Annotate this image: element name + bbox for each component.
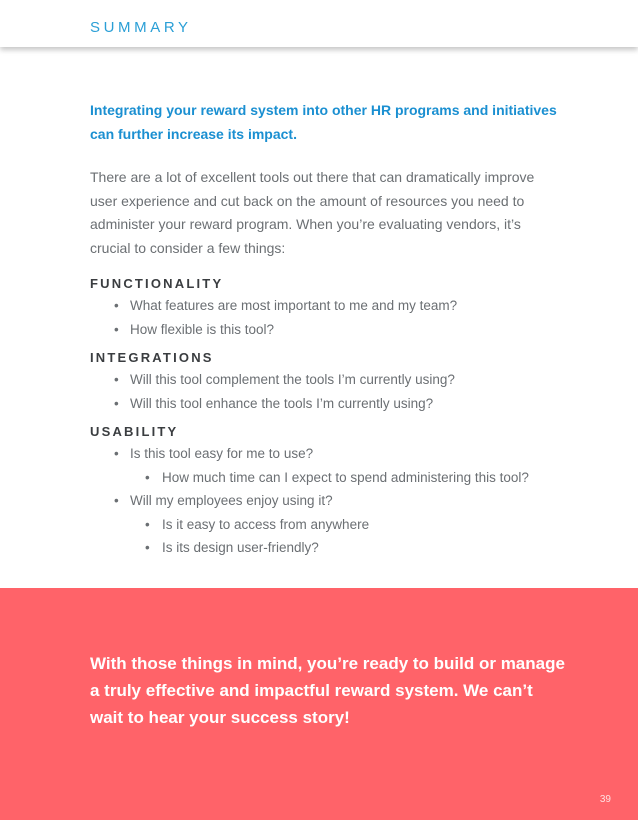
bullet-list <box>90 442 560 560</box>
list-item: • How flexible is this tool? <box>90 318 560 342</box>
section-integrations <box>90 350 560 415</box>
closing-callout <box>0 588 638 820</box>
intro-paragraph: There are a lot of excellent tools out there that can dramatically improve user experience and cut back on the amount of resources you need to administer your reward program. When you’re evaluating vendors, it’s crucial to consider a few things: <box>90 169 535 256</box>
list-item: • Will my employees enjoy using it? <box>90 489 560 513</box>
page-number: 39 <box>599 794 611 805</box>
sub-list-item: • How much time can I expect to spend administering this tool? <box>90 466 560 490</box>
list-item: • Will this tool complement the tools I’m currently using? <box>90 368 560 392</box>
section-heading: FUNCTIONALITY <box>90 276 224 291</box>
bullet-list <box>90 368 560 415</box>
section-heading: INTEGRATIONS <box>90 350 214 365</box>
section-title: SUMMARY <box>90 19 192 36</box>
list-item: • What features are most important to me and my team? <box>90 294 560 318</box>
lead-paragraph: Integrating your reward system into other HR programs and initiatives can further increase its impact. <box>90 102 557 142</box>
bullet-list <box>90 294 560 341</box>
sub-list-item: • Is it easy to access from anywhere <box>90 513 560 537</box>
section-heading: USABILITY <box>90 424 179 439</box>
page-header <box>0 0 638 47</box>
list-item: • Will this tool enhance the tools I’m currently using? <box>90 392 560 416</box>
sub-list-item: • Is its design user-friendly? <box>90 536 560 560</box>
callout-text: With those things in mind, you’re ready to build or manage a truly effective and impactful reward system. We can’t wait to hear your success story! <box>90 654 565 727</box>
section-functionality <box>90 276 560 341</box>
main-content <box>90 98 560 560</box>
section-usability <box>90 424 560 560</box>
list-item: • Is this tool easy for me to use? <box>90 442 560 466</box>
